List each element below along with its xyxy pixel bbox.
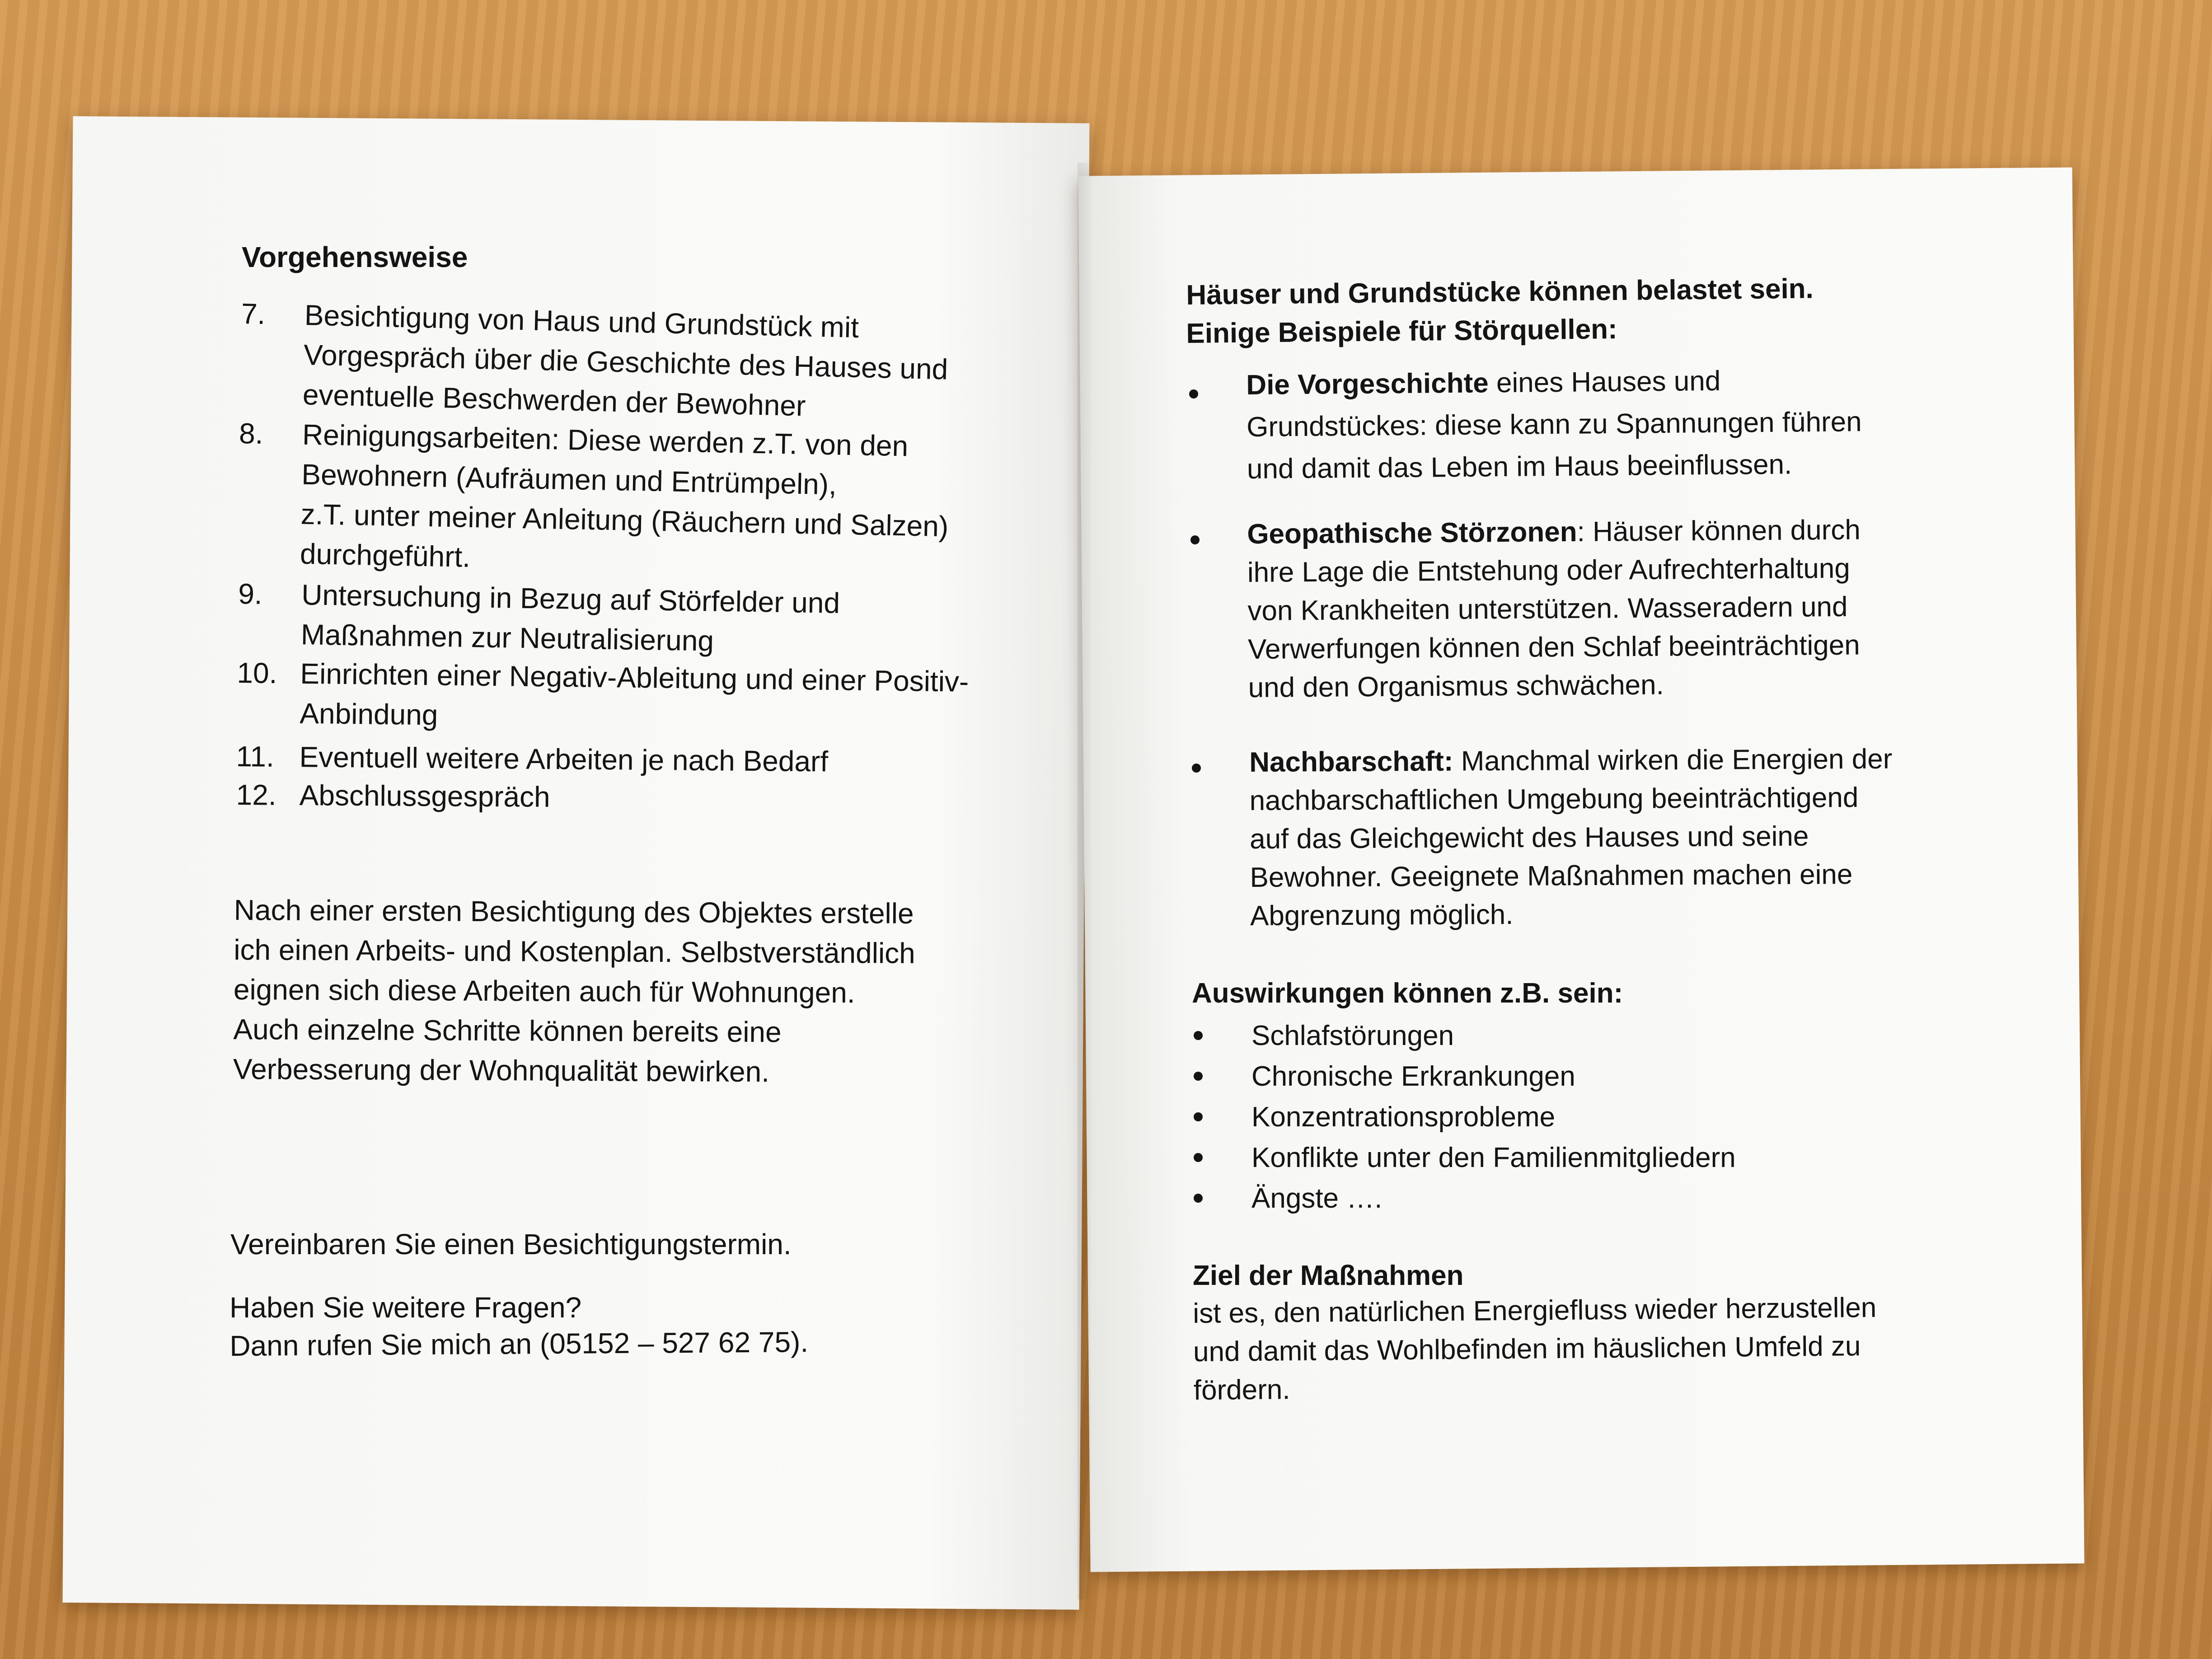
step-line: z.T. unter meiner Anleitung (Räuchern und Salzen) [300,497,949,543]
source-text: eines Hauses und [1488,365,1721,399]
source-term: Geopathische Störzonen [1247,516,1577,550]
goal-heading: Ziel der Maßnahmen [1193,1260,1464,1291]
step-number: 7. [241,297,266,331]
bullet-icon [1194,1194,1203,1203]
paragraph-line: Verbesserung der Wohnqualität bewirken. [233,1052,770,1088]
goal-text [1193,1289,1877,1410]
step-line: Bewohnern (Aufräumen und Entrümpeln), [301,458,837,501]
source-line: Bewohner. Geeignete Maßnahmen machen eine [1250,859,1853,893]
step-line: Einrichten einer Negativ-Ableitung und einer Positiv- [300,657,969,698]
effect-item: Konzentrationsprobleme [1251,1101,1556,1133]
phone-contact: Dann rufen Sie mich an (05152 – 527 62 75). [230,1326,809,1362]
source-line: und damit das Leben im Haus beeinflussen. [1247,449,1792,485]
source-line: Grundstückes: diese kann zu Spannungen führen [1246,406,1862,443]
bullet-icon [1190,535,1200,544]
goal-line: ist es, den natürlichen Energiefluss wieder herzustellen [1193,1292,1877,1329]
source-text: : Häuser können durch [1577,514,1861,548]
source-line: und den Organismus schwächen. [1248,669,1664,703]
paragraph-line: Auch einzelne Schritte können bereits eine [233,1012,782,1049]
effect-item: Chronische Erkrankungen [1251,1061,1575,1092]
source-term: Die Vorgeschichte [1246,367,1489,401]
source-line: ihre Lage die Entstehung oder Aufrechterhaltung [1247,553,1851,588]
bullet-icon [1189,389,1198,398]
source-line: von Krankheiten unterstützen. Wasseradern und [1247,591,1848,627]
booklet-fold [1078,163,1091,1599]
step-number: 8. [239,417,264,450]
effect-item: Ängste …. [1251,1183,1382,1214]
goal-line: fördern. [1193,1374,1290,1406]
bullet-icon [1194,1153,1203,1162]
step-line: eventuelle Beschwerden der Bewohner [302,378,806,422]
appointment-text: Vereinbaren Sie einen Besichtigungstermin. [230,1228,792,1261]
step-number: 11. [236,740,275,773]
step-line: Vorgespräch über die Geschichte des Hauses und [303,338,949,386]
step-line: Besichtigung von Haus und Grundstück mit [304,299,859,344]
paragraph-line: ich einen Arbeits- und Kostenplan. Selbstverständlich [234,933,915,970]
source-geopathische-stoerzonen [1247,511,1862,707]
step-line: Eventuell weitere Arbeiten je nach Bedarf [299,740,829,778]
questions-text: Haben Sie weitere Fragen? [230,1291,582,1324]
source-term: Nachbarschaft: [1249,745,1453,778]
step-line: durchgeführt. [300,537,471,573]
source-line: Abgrenzung möglich. [1250,899,1514,932]
source-text: Manchmal wirken die Energien der [1453,743,1893,777]
effect-item: Schlafstörungen [1251,1020,1454,1051]
bullet-icon [1194,1112,1203,1121]
source-line: Verwerfungen können den Schlaf beeinträchtigen [1247,629,1860,665]
step-line: Abschlussgespräch [299,778,550,813]
goal-line: und damit das Wohlbefinden im häuslichen Umfeld zu [1193,1331,1861,1368]
step-line: Untersuchung in Bezug auf Störfelder und [301,578,840,619]
step-line: Maßnahmen zur Neutralisierung [300,618,714,657]
source-line: nachbarschaftlichen Umgebung beeinträchtigend [1249,782,1859,816]
intro-line-2: Einige Beispiele für Störquellen: [1186,314,1618,349]
step-number: 9. [238,577,263,610]
step-line: Reinigungsarbeiten: Diese werden z.T. von den [302,418,909,463]
source-line: auf das Gleichgewicht des Hauses und seine [1249,820,1809,855]
effects-heading: Auswirkungen können z.B. sein: [1192,978,1623,1009]
info-paragraph [233,890,916,1092]
intro-line-1: Häuser und Grundstücke können belastet sein. [1186,273,1814,311]
paragraph-line: Nach einer ersten Besichtigung des Objektes erstelle [234,893,914,930]
paragraph-line: eignen sich diese Arbeiten auch für Wohnungen. [233,973,855,1009]
bullet-icon [1194,1072,1203,1081]
section-heading: Vorgehensweise [242,241,468,273]
step-number: 10. [237,656,277,690]
source-vorgeschichte [1246,361,1862,488]
source-nachbarschaft [1249,740,1893,935]
bullet-icon [1194,1031,1203,1040]
effect-item: Konflikte unter den Familienmitgliedern [1251,1142,1736,1173]
bullet-icon [1192,764,1201,773]
step-line: Anbindung [299,697,438,731]
step-number: 12. [236,778,276,811]
